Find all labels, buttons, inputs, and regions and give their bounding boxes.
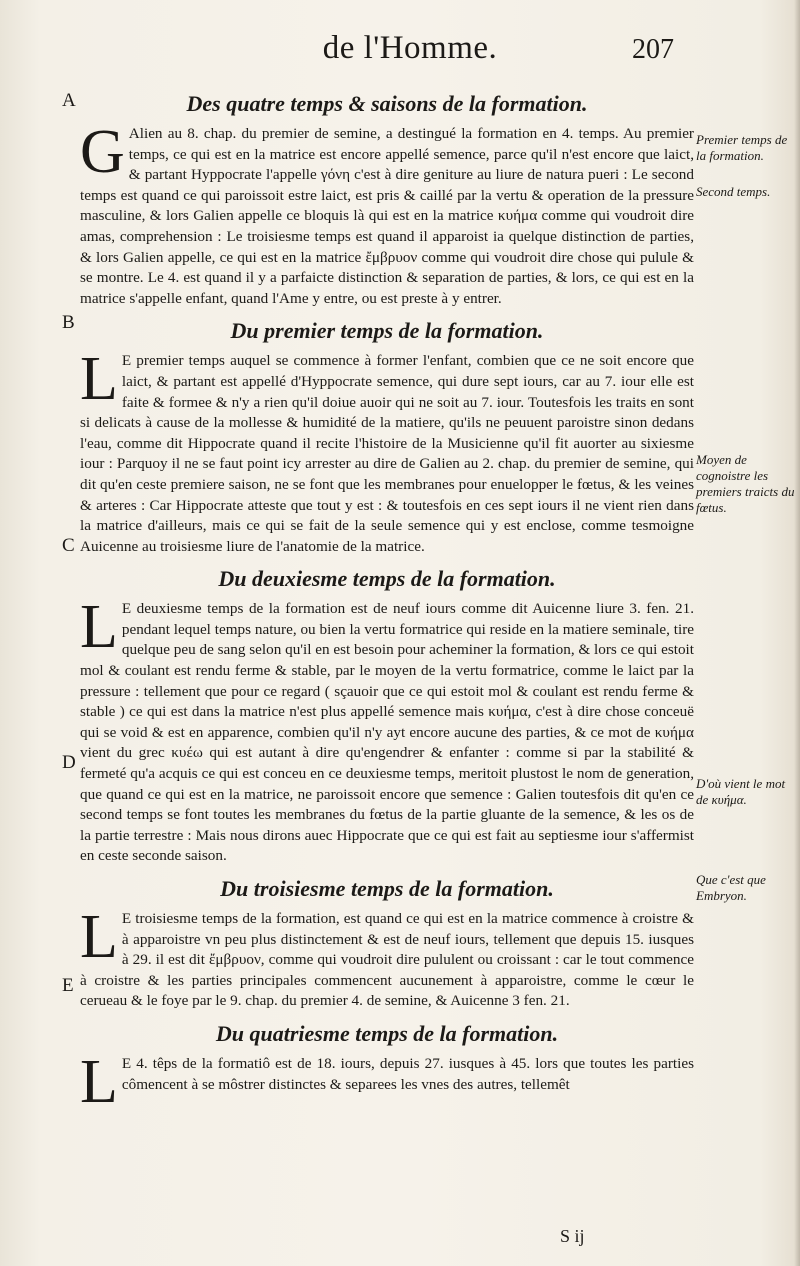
paragraph-text: Alien au 8. chap. du premier de semine, a destingué la formation en 4. temps. Au premier temps, ce qui est en la matrice est encore appellé semence, parce qu'il n'est encore que laict, & partant Hyppocrate l'appelle γόνη c'est à dire geniture au liure de natura pueri : Le second temps est quand ce qui paroissoit estre laict, est pris & caillé par la vertu & operation de la pressure masculine, & lors Galien appelle ce bloquis là qui est en la matrice κυήμα comme qui voudroit dire amas, comprehension : Le troisiesme temps est quand il apparoist ia quelque distinction de parties, & lors Galien appelle, ce qui est en la matrice ἔμβρυον comme qui voudroit dire chose qui pulule & se montre. Le 4. est quand il y a parfaicte distinction & separation de parties, & lors, ce qui est en la matrice s'appelle enfant, quand l'Ame y entre, ou est preste à y entrer. (80, 125, 694, 307)
section-title-quatre-temps: Des quatre temps & saisons de la formation. (186, 91, 588, 116)
margin-letter-c: C (62, 535, 75, 556)
section-body-deuxiesme-temps (80, 593, 694, 867)
running-title: de l'Homme. (322, 30, 498, 66)
margin-letter-a: A (62, 90, 76, 111)
margin-note-mot-kuema: D'où vient le mot de κυήμα. (696, 776, 786, 807)
section-body-quatriesme-temps (80, 1047, 694, 1116)
section-title-troisiesme-temps: Du troisiesme temps de la formation. (220, 876, 554, 901)
margin-letter-b: B (62, 312, 75, 333)
paragraph-text: E deuxiesme temps de la formation est de neuf iours comme dit Auicenne liure 3. fen. 21. pendant lequel temps nature, ou bien la vertu formatrice qui reside en la matiere seminale, tire quelque peu de sang selon qu'il en est besoin pour acheminer la formation, & lors ce qui estoit mol & coulant est rendu ferme & stable, par le moyen de la vertu formatrice, comme le laict par la pressure : tellement que pour ce regard ( sçauoir que ce qui estoit mol & coulant est rendu ferme & stable ) ce qui est dans la matrice n'est plus appellé semence mais κυήμα, c'est à dire chose conceuë qui se void & est en apparence, combien qu'il n'y ayt encore aucune des parties, & ce mot de κυήμα vient du grec κυέω qui est autant à dire qu'engendrer & enfanter : comme si par la stabilité & fermeté qu'a acquis ce qui est conceu en ce deuxiesme temps, meritoit plustost le nom de generation, que quand ce qui est en la matrice, ne paroissoit encore que semence : Galien toutesfois dit qu'en ce second temps se font toutes les membranes du fœtus de la partie gluante de la semence, & les os de la partie terrestre : Mais nous dirons auec Hippocrate que ce qui est fait au septiesme iour s'affermist en ceste seconde saison. (80, 600, 694, 865)
page-number: 207 (632, 34, 674, 65)
signature-mark: S ij (560, 1226, 585, 1246)
margin-letter-e: E (62, 975, 74, 996)
section-body-quatre-temps (80, 118, 694, 309)
drop-cap: L (80, 593, 118, 662)
margin-note-premiers-traicts: Moyen de cognoistre les premiers traicts du fœtus. (696, 452, 795, 515)
margin-note-second-temps: Second temps. (696, 184, 771, 199)
section-title-deuxiesme-temps: Du deuxiesme temps de la formation. (218, 566, 556, 592)
margin-note-embryon: Que c'est que Embryon. (696, 872, 766, 903)
main-text-column (80, 84, 694, 1116)
section-title-premier-temps: Du premier temps de la formation. (230, 318, 544, 344)
section-title-quatriesme-temps: Du quatriesme temps de la formation. (215, 1020, 559, 1046)
drop-cap: L (80, 1047, 118, 1116)
margin-letter-d: D (62, 752, 76, 773)
paragraph-text: E premier temps auquel se commence à former l'enfant, combien que ce ne soit encore que laict, & partant est appellé d'Hyppocrate semence, qui dure sept iours, car au 7. iour elle est faite & formee & n'y a rien qu'il doiue auoir qui ne soit au 7. iour. Toutesfois les traits en sont si delicats à cause de la mollesse & humidité de la matiere, qu'ils ne peuuent paroistre sinon dedans l'eau, comme dit Hippocrate quand il recite l'histoire de la Musicienne qu'il fit auorter au sixiesme iour : Parquoy il ne se faut point icy arrester au dire de Galien au 2. chap. du premier de semine, qui dit qu'en ceste premiere saison, ne se font que les membranes pour enuelopper le fœtus, & les veines & arteres : Car Hippocrate atteste que tout y est : & toutesfois en ces sept iours il ne vient rien dans la matrice d'ailleurs, mais ce qui se fait de la seule semence qui y est enclose, comme tesmoigne Auicenne au troisiesme liure de l'anatomie de la matrice. (80, 352, 694, 555)
drop-cap: L (80, 903, 118, 971)
margin-note-premier-temps: Premier temps de la formation. (696, 132, 788, 163)
drop-cap: L (80, 345, 118, 414)
drop-cap: G (80, 118, 125, 186)
paragraph-text: E troisiesme temps de la formation, est quand ce qui est en la matrice commence à croistre & à apparoistre vn peu plus distinctement & est de neuf iours, tellement que depuis 15. iusques à 29. il est dit ἔμβρυον, comme qui voudroit dire pululent ou croissant : car le tout commence à croistre & les parties principales commencent aucunement à apparoistre, comme le cœur le cerueau & le foye par le 9. chap. du premier 4. de semine, & Auicenne 3 fen. 21. (80, 910, 694, 1010)
paragraph-text: E 4. têps de la formatiô est de 18. iours, depuis 27. iusques à 45. lors que toutes les parties cômencent à se môstrer distinctes & separees les vnes des autres, tellemêt (121, 1054, 694, 1093)
page-edge-shadow (794, 0, 800, 1266)
section-body-troisiesme-temps (80, 903, 694, 1012)
section-body-premier-temps (80, 345, 694, 557)
